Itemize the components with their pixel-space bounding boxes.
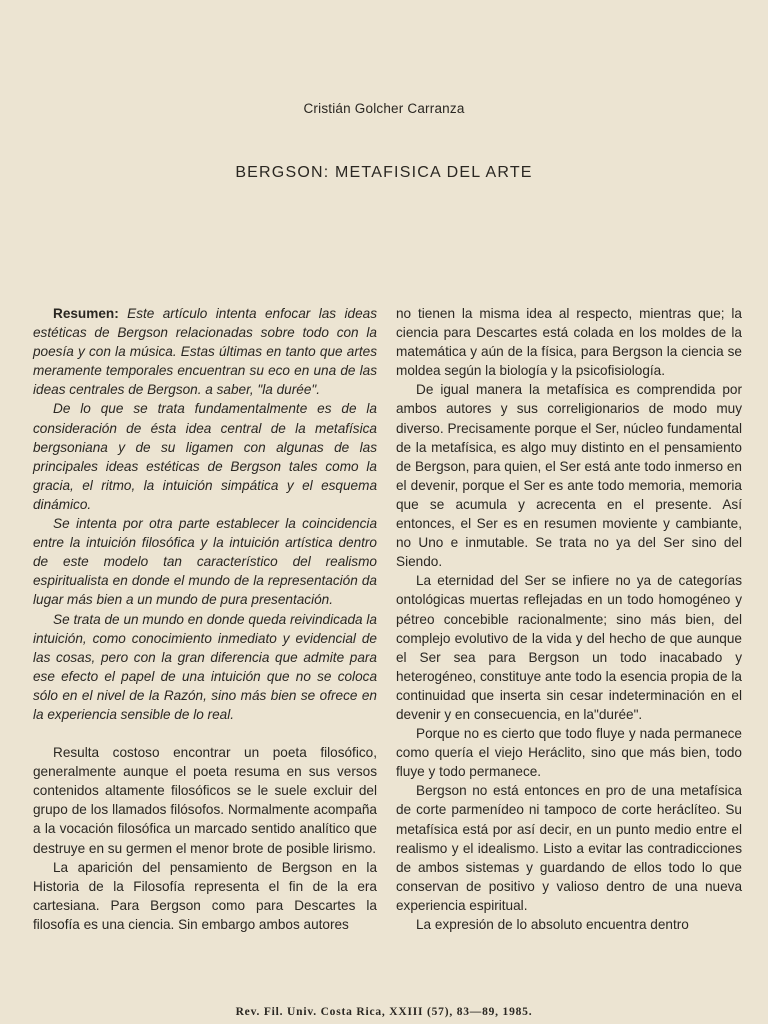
- abstract-paragraph: [33, 304, 377, 399]
- abstract-text: Este artículo intenta enfocar las ideas estéticas de Bergson relacionadas sobre todo con la poesía y con la música. Estas últimas en tanto que artes meramente temporales encuentran su eco en una de las ideas centrales de Bergson. a saber, "la durée".: [33, 306, 377, 398]
- abstract-paragraph: Se intenta por otra parte establecer la coincidencia entre la intuición filosófica y la intuición artística dentro de este modelo tan característico del realismo espiritualista en donde el mundo de la representación da lugar más bien a un mundo de pura presentación.: [33, 516, 377, 608]
- abstract: [33, 304, 377, 724]
- body-paragraph: Bergson no está entonces en pro de una metafísica de corte parmenídeo ni tampoco de corte heráclíteo. Su metafísica está por así decir, en un punto medio entre el realismo y el idealismo. Listo a evitar las contradicciones de ambos sistemas y guardando de ellos todo lo que conservan de positivo y valioso dentro de una nueva experiencia espiritual.: [396, 783, 742, 913]
- body-paragraph: no tienen la misma idea al respecto, mientras que; la ciencia para Descartes está colada en los moldes de la matemática y aún de la física, para Bergson la ciencia se moldea según la biología y la psicofisiología.: [396, 306, 742, 379]
- abstract-paragraph: Se trata de un mundo en donde queda reivindicada la intuición, como conocimiento inmediato y evidencial de las cosas, pero con la gran diferencia que admite para ese efecto el papel de una intuición que no se coloca sólo en el nivel de la Razón, sino más bien se ofrece en la experiencia sensible de lo real.: [33, 611, 377, 722]
- left-column: [33, 304, 377, 934]
- body-paragraph: Porque no es cierto que todo fluye y nada permanece como quería el viejo Heráclito, sino que más bien, todo fluye y todo permanece.: [396, 726, 742, 780]
- abstract-paragraph: De lo que se trata fundamentalmente es de la consideración de ésta idea central de la metafísica bergsoniana y de su ligamen con algunas de las principales ideas estéticas de Bergson tales como la gracia, el ritmo, la intuición simpática y el esquema dinámico.: [33, 401, 377, 512]
- body-paragraph: La aparición del pensamiento de Bergson en la Historia de la Filosofía representa el fin de la era cartesiana. Para Bergson como para Descartes la filosofía es una ciencia. Sin embargo ambos autores: [33, 859, 377, 932]
- body-paragraph: De igual manera la metafísica es comprendida por ambos autores y sus correligionarios de modo muy diverso. Precisamente porque el Ser, núcleo fundamental de la metafísica, es algo muy distinto en el pensamiento de Bergson, para quien, el Ser está ante todo inmerso en el devenir, porque el Ser es ante todo memoria, memoria que se acumula y acrecenta en el presente. Así entonces, el Ser es en resumen moviente y cambiante, no Uno e inmutable. Se trata no ya del Ser sino del Siendo.: [396, 382, 742, 570]
- abstract-label: Resumen:: [53, 306, 119, 321]
- right-column: [396, 304, 742, 934]
- body-paragraph: La expresión de lo absoluto encuentra dentro: [416, 917, 689, 932]
- journal-citation: Rev. Fil. Univ. Costa Rica, XXIII (57), 83—89, 1985.: [235, 1006, 533, 1018]
- body-paragraph: Resulta costoso encontrar un poeta filosófico, generalmente aunque el poeta resuma en sus versos contenidos altamente filosóficos se le suele excluir del grupo de los llamados filósofos. Normalmente acompaña a la vocación filosófica un marcado sentido analítico que destruye en su germen el menor brote de posible lirismo.: [33, 745, 377, 856]
- author-name: Cristián Golcher Carranza: [303, 101, 465, 116]
- article-title: BERGSON: METAFISICA DEL ARTE: [235, 164, 533, 181]
- body-paragraph: La eternidad del Ser se infiere no ya de categorías ontológicas muertas reflejadas en un todo homogéneo y pétreo concebible racionalmente; sino más bien, del complejo evolutivo de la vida y del hecho de que aunque el Ser sea para Bergson un todo inacabado y heterogéneo, constituye ante todo la esencia propia de la continuidad que inserta sin cesar indeterminación en el devenir y en consecuencia, en la"durée".: [396, 573, 742, 722]
- section-gap: [33, 724, 377, 743]
